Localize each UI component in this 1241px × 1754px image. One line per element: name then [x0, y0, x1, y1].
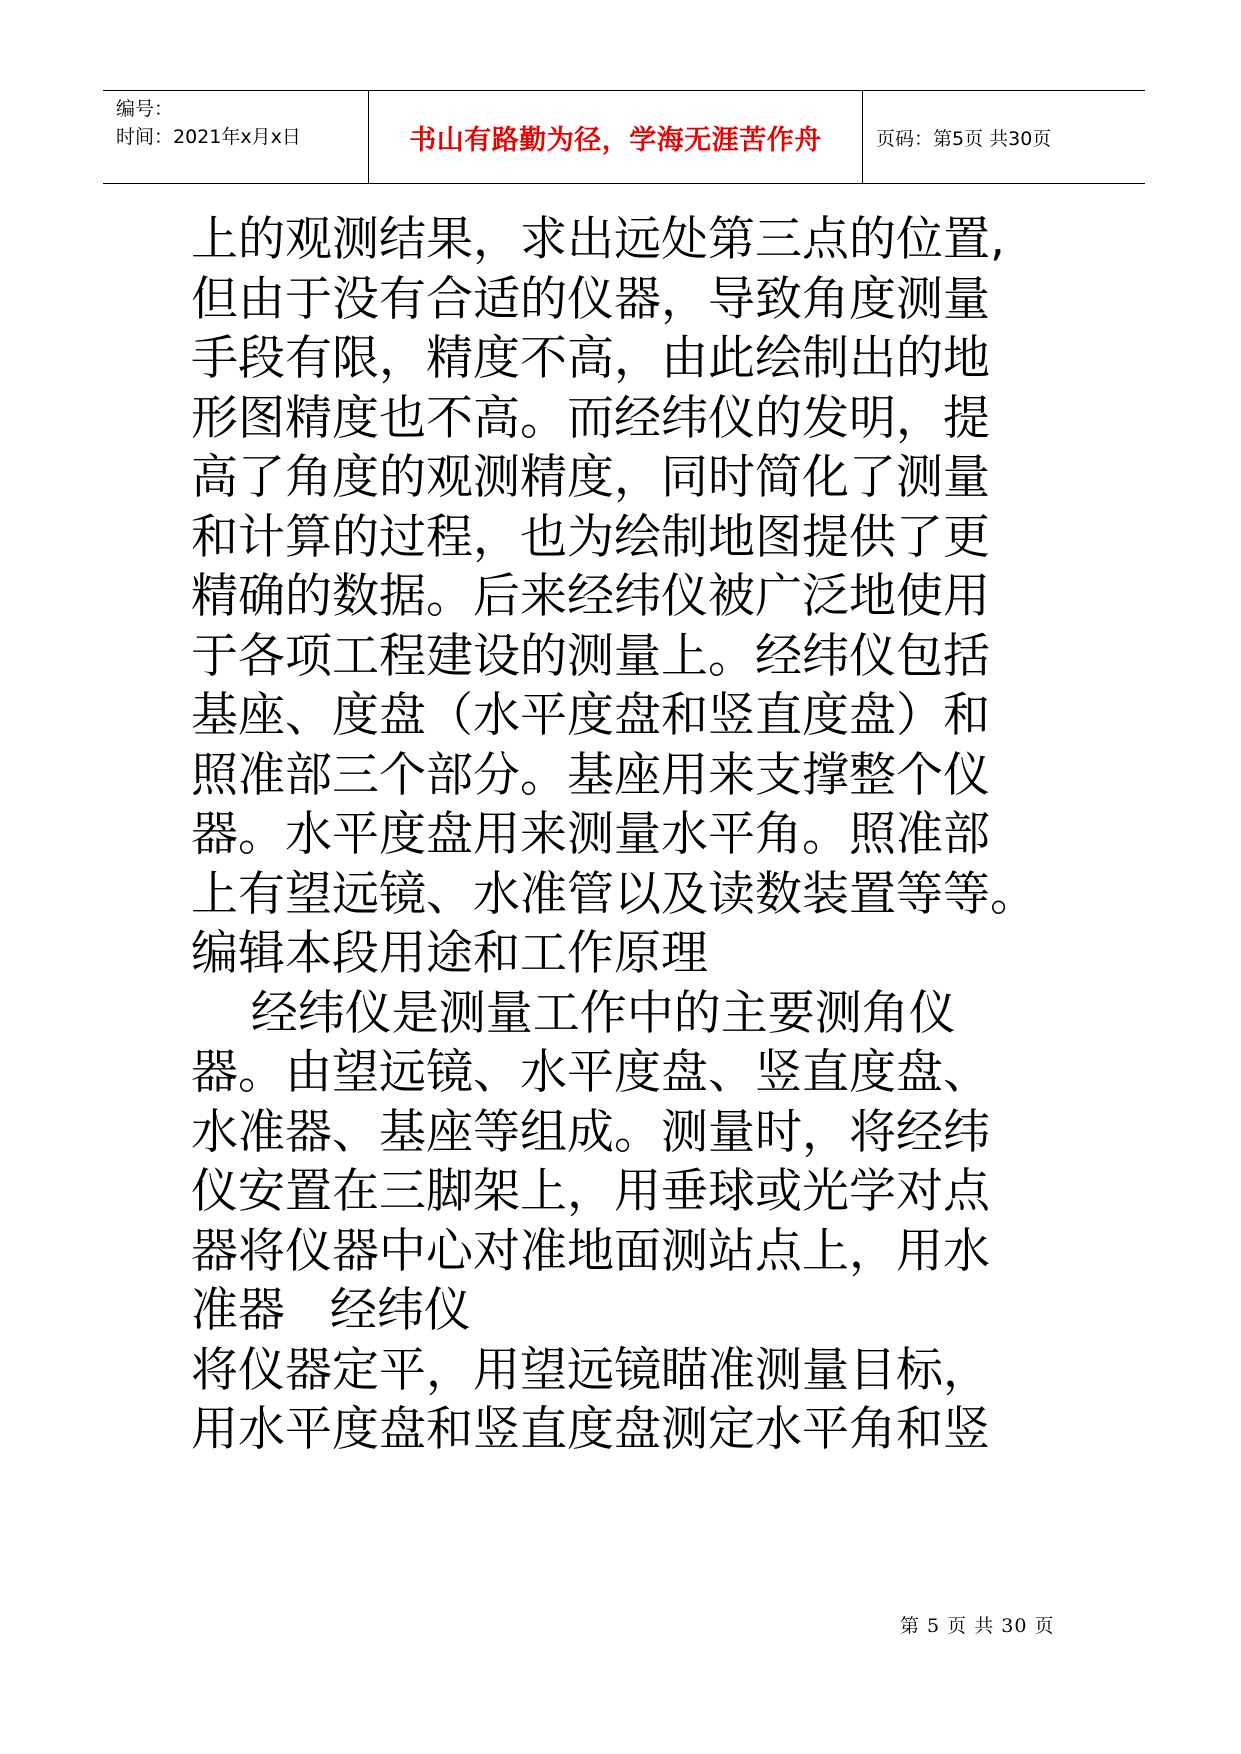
body-line: 经纬仪是测量工作中的主要测角仪 — [191, 985, 956, 1041]
page-label: 页码：第5页 共30页 — [876, 127, 1052, 150]
body-line: 器。水平度盘用来测量水平角。照准部 — [191, 807, 990, 862]
header-meta — [103, 91, 369, 183]
body-line: 基座、度盘（水平度盘和竖直度盘）和 — [191, 688, 990, 743]
header-page-cell — [863, 91, 1145, 183]
body-line: 将仪器定平，用望远镜瞄准测量目标， — [191, 1342, 990, 1398]
body-line: 上有望远镜、水准管以及读数装置等等。 — [191, 866, 1037, 922]
body-line: 形图精度也不高。而经纬仪的发明，提 — [191, 390, 990, 446]
body-line: 手段有限，精度不高，由此绘制出的地 — [191, 331, 990, 386]
body-line: 器。由望远镜、水平度盘、竖直度盘、 — [191, 1045, 990, 1100]
body-line: 照准部三个部分。基座用来支撑整个仪 — [191, 747, 990, 803]
serial-label: 编号： — [116, 98, 174, 120]
body-line: 但由于没有合适的仪器，导致角度测量 — [191, 271, 990, 327]
body-line: 器将仪器中心对准地面测站点上，用水 — [191, 1223, 990, 1279]
body-line: 仪安置在三脚架上，用垂球或光学对点 — [191, 1164, 990, 1219]
body-line: 准器 经纬仪 — [191, 1283, 471, 1338]
body-line: 和计算的过程，也为绘制地图提供了更 — [191, 509, 990, 565]
page-footer: 第 5 页 共 30 页 — [900, 1615, 1055, 1637]
body-line: 高了角度的观测精度，同时简化了测量 — [191, 450, 990, 505]
body-line: 精确的数据。后来经纬仪被广泛地使用 — [191, 569, 990, 624]
header-motto-cell — [369, 91, 863, 183]
body-line: 水准器、基座等组成。测量时，将经纬 — [191, 1104, 990, 1160]
date-label: 时间：2021年x月x日 — [116, 126, 301, 148]
motto-text: 书山有路勤为径，学海无涯苦作舟 — [409, 124, 822, 156]
body-line: 上的观测结果，求出远处第三点的位置, — [191, 212, 1005, 267]
document-body — [191, 210, 1081, 1460]
section-heading: 编辑本段用途和工作原理 — [191, 926, 708, 981]
body-line: 用水平度盘和竖直度盘测定水平角和竖 — [191, 1402, 990, 1457]
page-header — [103, 90, 1145, 184]
body-line: 于各项工程建设的测量上。经纬仪包括 — [191, 628, 990, 684]
